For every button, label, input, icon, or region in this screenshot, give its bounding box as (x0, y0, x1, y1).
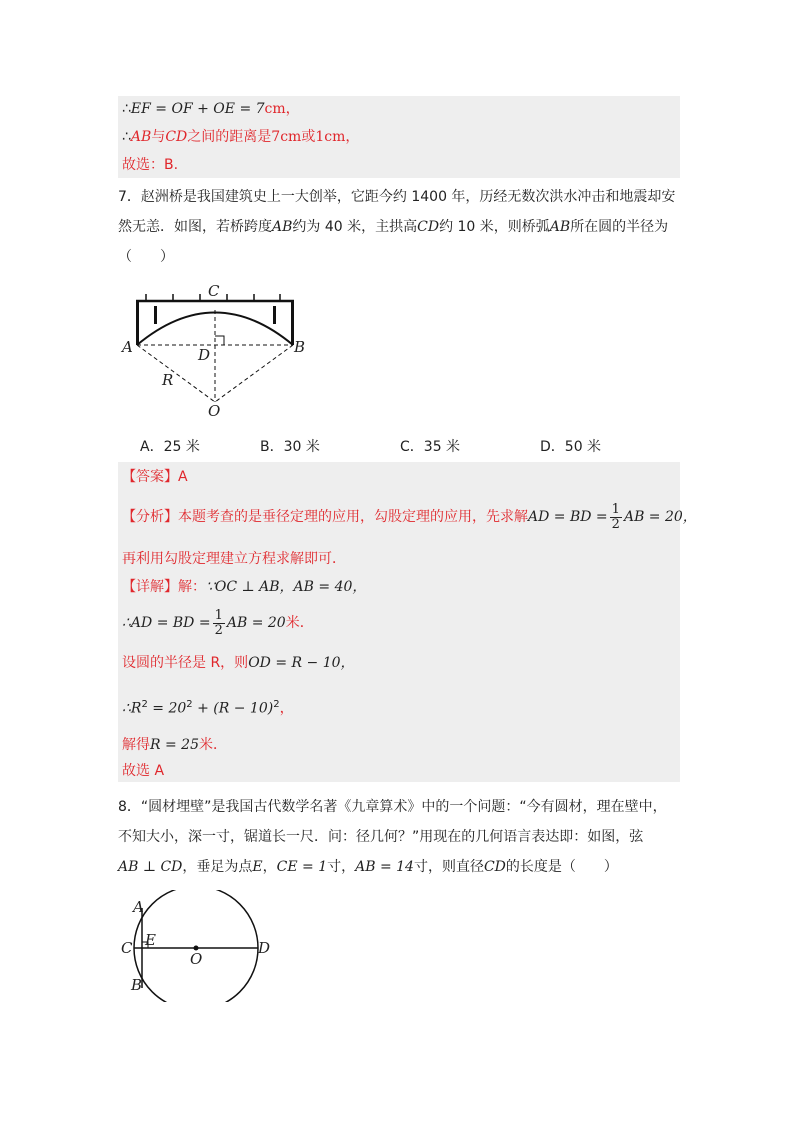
circle-figure (118, 890, 278, 1002)
q7-final: 故选 A (122, 763, 165, 779)
q8-line-2: 不知大小，深一寸，锯道长一尺．问：径几何？”用现在的几何语言表达即：如图，弦 (118, 829, 644, 845)
solution-line-1: ∴EF = OF + OE = 7cm， (122, 101, 300, 117)
circle-label-b: B (131, 976, 143, 994)
q8-line-3: AB ⊥ CD，垂足为点E，CE = 1寸，AB = 14寸，则直径CD的长度是（ ） (118, 859, 618, 875)
bridge-label-c: C (208, 282, 220, 300)
solution-line-2: ∴AB与CD之间的距离是7cm或1cm， (122, 129, 360, 145)
q7-line-1: 7．赵洲桥是我国建筑史上一大创举，它距今约 1400 年，历经无数次洪水冲击和地震却安 (118, 189, 676, 205)
q7-step-2: 设圆的半径是 R，则OD = R − 10， (122, 655, 355, 671)
q8-line-1: 8．“圆材埋壁”是我国古代数学名著《九章算术》中的一个问题：“今有圆材，理在壁中， (118, 799, 667, 815)
circle-label-o: O (190, 950, 203, 968)
bridge-label-a: A (122, 338, 133, 356)
bridge-figure (118, 278, 318, 420)
solution-line-3: 故选：B. (122, 157, 179, 173)
q7-step-4: 解得R = 25米． (122, 737, 227, 753)
q7-line-3: （ ） (118, 249, 174, 265)
option-b[interactable]: B．30 米 (260, 439, 320, 455)
circle-label-a: A (133, 898, 144, 916)
option-d[interactable]: D．50 米 (540, 439, 602, 455)
bridge-label-r: R (162, 371, 174, 389)
q7-analysis-2: 再利用勾股定理建立方程求解即可． (122, 551, 346, 567)
bridge-label-b: B (294, 338, 306, 356)
q7-analysis: 【分析】本题考查的是垂径定理的应用，勾股定理的应用，先求解AD = BD = $\frac{1}{2}$ AB = 20， (122, 501, 697, 532)
q7-step-1: ∴AD = BD = $\frac{1}{2}$ AB = 20米． (122, 607, 314, 638)
q7-detail: 【详解】解：∵OC ⊥ AB，AB = 40， (122, 579, 367, 595)
circle-label-e: E (145, 931, 156, 949)
q7-line-2: 然无恙．如图，若桥跨度AB约为 40 米，主拱高CD约 10 米，则桥弧AB所在圆的半径为 (118, 219, 669, 235)
circle-label-c: C (121, 939, 133, 957)
option-a[interactable]: A．25 米 (140, 439, 200, 455)
option-c[interactable]: C．35 米 (400, 439, 461, 455)
q7-answer: 【答案】A (122, 469, 188, 485)
bridge-label-d: D (198, 346, 211, 364)
bridge-label-o: O (208, 402, 221, 420)
circle-label-d: D (258, 939, 271, 957)
q7-step-3: $\therefore R^2 = 20^2 + (R - 10)^2$， (122, 699, 294, 717)
